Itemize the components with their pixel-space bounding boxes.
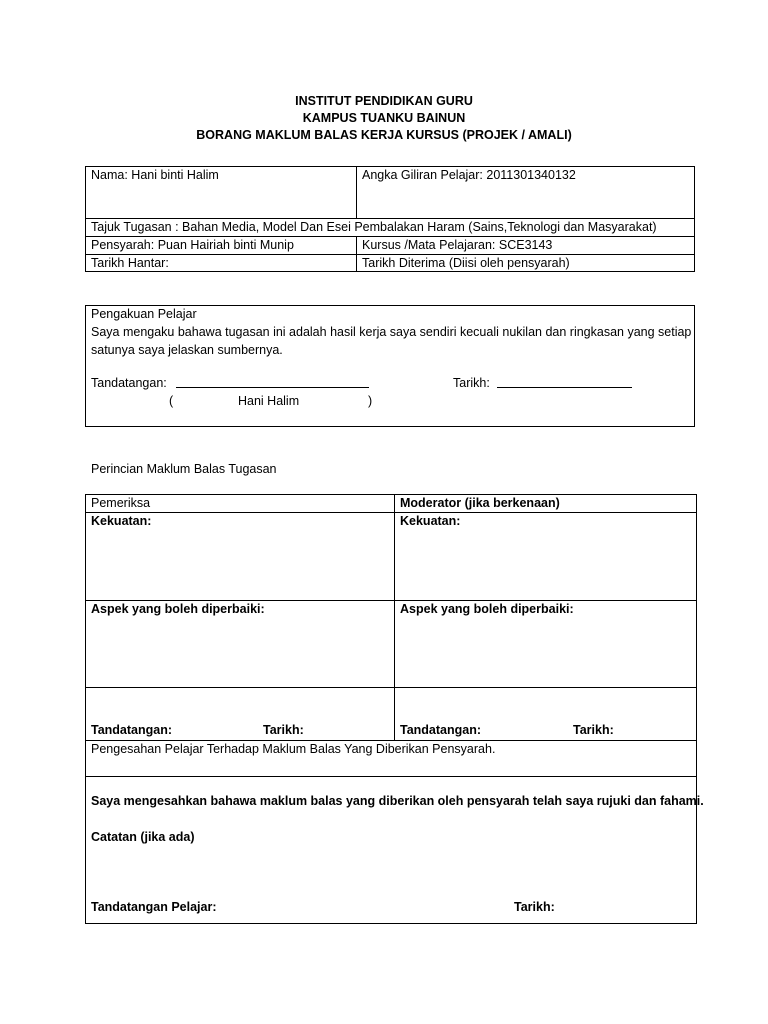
tarikh-left: Tarikh: <box>263 723 304 737</box>
tandatangan-left: Tandatangan: <box>91 723 173 737</box>
tajuk-field: Tajuk Tugasan : Bahan Media, Model Dan Esei Pembalakan Haram (Sains,Teknologi dan Masyarakat) <box>91 220 657 234</box>
pengakuan-signature-line[interactable] <box>176 387 369 388</box>
pensyarah-field: Pensyarah: Puan Hairiah binti Munip <box>91 238 294 252</box>
mengesahkan-text: Saya mengesahkan bahawa maklum balas yang diberikan oleh pensyarah telah saya rujuki dan fahami. <box>91 794 704 808</box>
angka-giliran-field: Angka Giliran Pelajar: 2011301340132 <box>362 168 576 182</box>
nama-field: Nama: Hani binti Halim <box>91 168 219 182</box>
kekuatan-right: Kekuatan: <box>400 514 461 528</box>
pengakuan-text-2: satunya saya jelaskan sumbernya. <box>91 343 283 357</box>
pengesahan-title: Pengesahan Pelajar Terhadap Maklum Balas Yang Diberikan Pensyarah. <box>91 742 496 756</box>
feedback-row-line-3 <box>85 687 697 688</box>
feedback-row-line-5 <box>85 776 697 777</box>
feedback-row-line-1 <box>85 512 697 513</box>
header-line-3: BORANG MAKLUM BALAS KERJA KURSUS (PROJEK / AMALI) <box>196 128 572 142</box>
pengakuan-tarikh-label: Tarikh: <box>453 376 490 390</box>
tarikh-right: Tarikh: <box>573 723 614 737</box>
tarikh-hantar-field: Tarikh Hantar: <box>91 256 169 270</box>
kursus-field: Kursus /Mata Pelajaran: SCE3143 <box>362 238 553 252</box>
pengakuan-name: Hani Halim <box>238 394 300 408</box>
tarikh-diterima-field: Tarikh Diterima (Diisi oleh pensyarah) <box>362 256 570 270</box>
tandatangan-pelajar-label: Tandatangan Pelajar: <box>91 900 217 914</box>
pengakuan-title: Pengakuan Pelajar <box>91 307 197 321</box>
tandatangan-right: Tandatangan: <box>400 723 482 737</box>
feedback-table <box>85 494 697 924</box>
pengakuan-close-paren: ) <box>368 394 373 408</box>
catatan-label: Catatan (jika ada) <box>91 830 195 844</box>
pengakuan-tandatangan-label: Tandatangan: <box>91 376 167 390</box>
pengakuan-date-line[interactable] <box>497 387 632 388</box>
info-divider-1 <box>356 166 357 218</box>
moderator-header: Moderator (jika berkenaan) <box>400 496 560 510</box>
header-line-1: INSTITUT PENDIDIKAN GURU <box>295 94 473 108</box>
aspek-left: Aspek yang boleh diperbaiki: <box>91 602 265 616</box>
aspek-right: Aspek yang boleh diperbaiki: <box>400 602 574 616</box>
pengakuan-open-paren: ( <box>169 394 174 408</box>
feedback-divider <box>394 494 395 740</box>
kekuatan-left: Kekuatan: <box>91 514 152 528</box>
tarikh-pelajar-label: Tarikh: <box>514 900 555 914</box>
header-line-2: KAMPUS TUANKU BAINUN <box>302 111 466 125</box>
pemeriksa-header: Pemeriksa <box>91 496 151 510</box>
perincian-title: Perincian Maklum Balas Tugasan <box>91 462 277 476</box>
pengakuan-text-1: Saya mengaku bahawa tugasan ini adalah hasil kerja saya sendiri kecuali nukilan dan ringkasan yang setiap <box>91 325 692 339</box>
info-divider-2 <box>356 236 357 272</box>
